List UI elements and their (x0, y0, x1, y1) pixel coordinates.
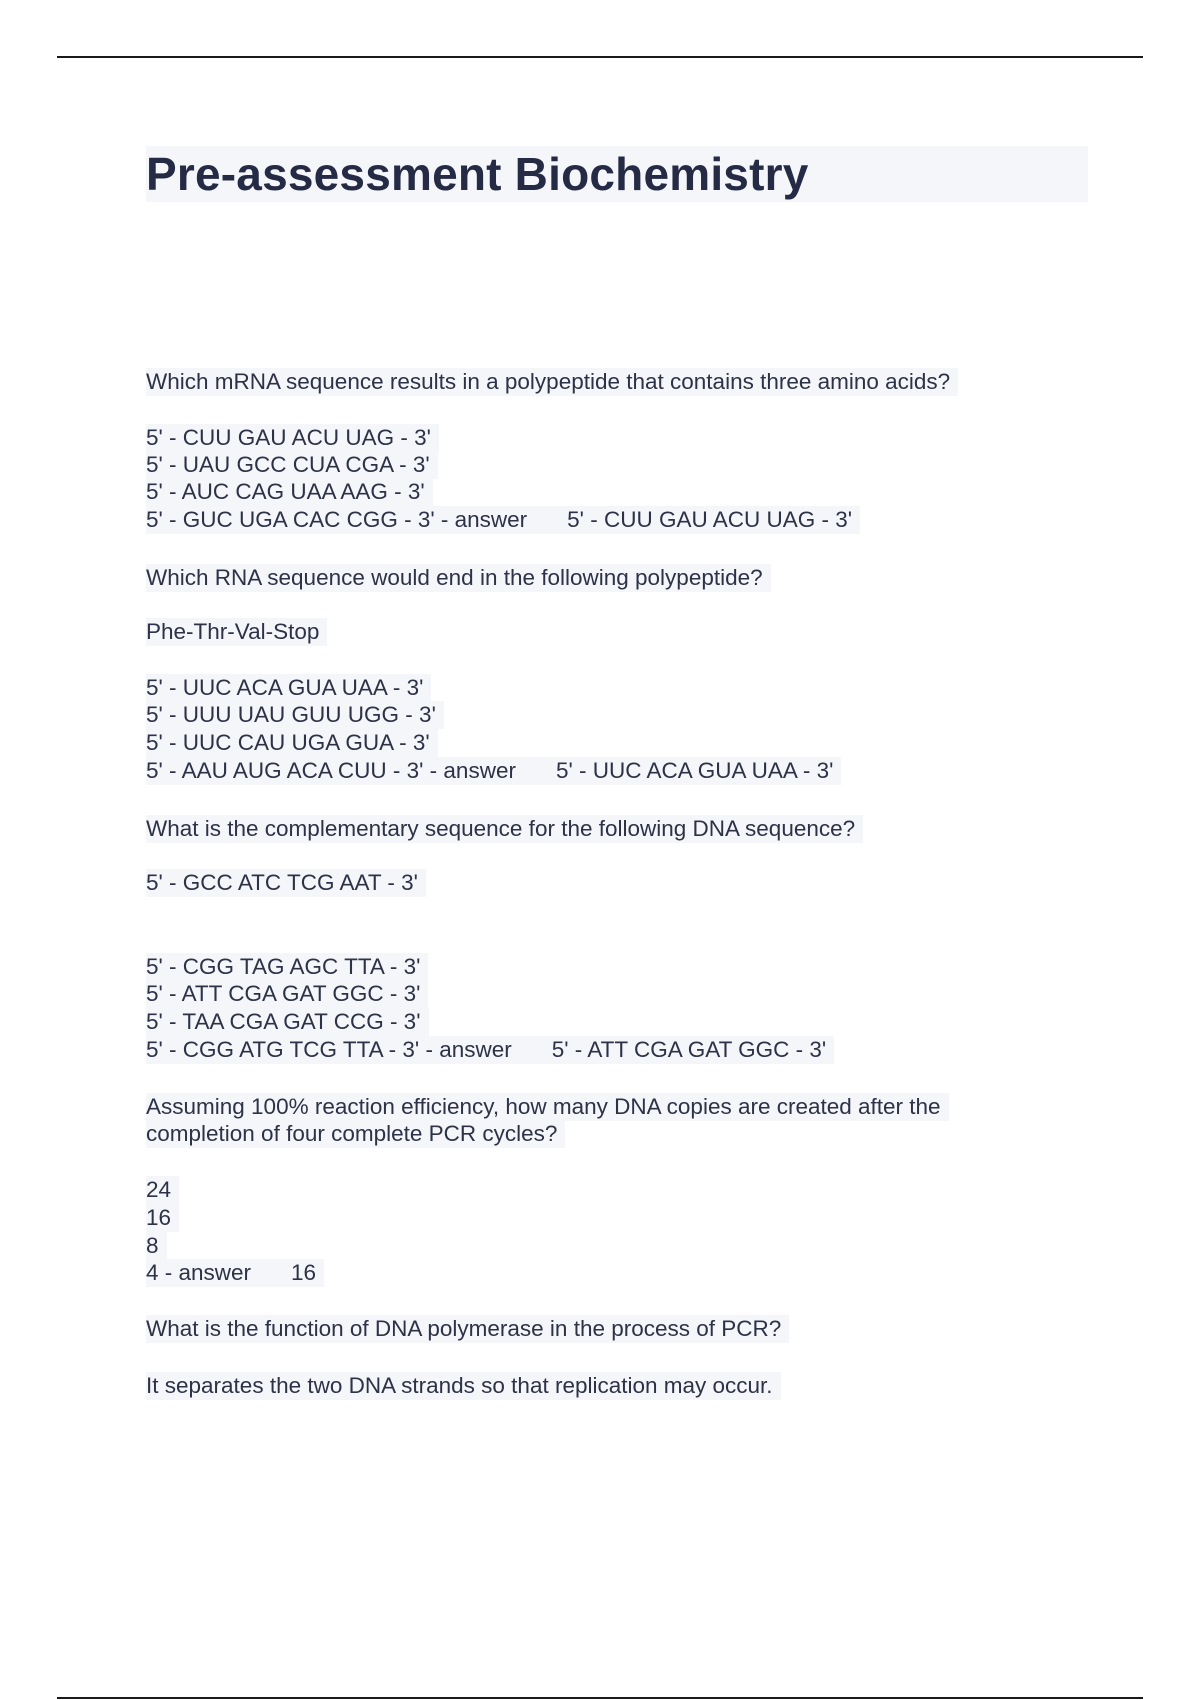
question-2-option-4 (146, 757, 841, 785)
option-text: 5' - GUC UGA CAC CGG - 3' - answer (146, 507, 528, 532)
question-4-option-4 (146, 1259, 324, 1287)
question-2-option-3: 5' - UUC CAU UGA GUA - 3' (146, 729, 438, 757)
question-3-option-4 (146, 1036, 834, 1064)
question-4-prompt-line-2: completion of four complete PCR cycles? (146, 1120, 565, 1148)
page-title: Pre-assessment Biochemistry (146, 146, 1088, 202)
answer-text: 16 (291, 1260, 317, 1285)
option-text: 5' - AAU AUG ACA CUU - 3' - answer (146, 758, 516, 783)
question-5-prompt: What is the function of DNA polymerase in the process of PCR? (146, 1315, 789, 1343)
question-1-option-1: 5' - CUU GAU ACU UAG - 3' (146, 424, 439, 452)
answer-text: 5' - UUC ACA GUA UAA - 3' (555, 758, 834, 783)
question-4-option-2: 16 (146, 1204, 179, 1232)
question-4-prompt-line-1: Assuming 100% reaction efficiency, how many DNA copies are created after the (146, 1093, 949, 1121)
option-text: 5' - CGG ATG TCG TTA - 3' - answer (146, 1037, 512, 1062)
question-4-option-3: 8 (146, 1232, 167, 1260)
option-text: 4 - answer (146, 1260, 252, 1285)
question-2-option-1: 5' - UUC ACA GUA UAA - 3' (146, 674, 431, 702)
answer-text: 5' - ATT CGA GAT GGC - 3' (551, 1037, 827, 1062)
question-3-prompt: What is the complementary sequence for the following DNA sequence? (146, 815, 863, 843)
answer-text: 5' - CUU GAU ACU UAG - 3' (567, 507, 853, 532)
question-1-option-4 (146, 506, 860, 534)
question-1-prompt: Which mRNA sequence results in a polypeptide that contains three amino acids? (146, 368, 958, 396)
question-3-option-1: 5' - CGG TAG AGC TTA - 3' (146, 953, 428, 981)
question-3-extra: 5' - GCC ATC TCG AAT - 3' (146, 869, 426, 897)
question-3-option-2: 5' - ATT CGA GAT GGC - 3' (146, 980, 428, 1008)
bottom-rule (57, 1697, 1143, 1699)
question-1-option-3: 5' - AUC CAG UAA AAG - 3' (146, 478, 433, 506)
question-4-option-1: 24 (146, 1176, 179, 1204)
top-rule (57, 56, 1143, 58)
question-3-option-3: 5' - TAA CGA GAT CCG - 3' (146, 1008, 429, 1036)
question-1-option-2: 5' - UAU GCC CUA CGA - 3' (146, 451, 438, 479)
question-2-option-2: 5' - UUU UAU GUU UGG - 3' (146, 701, 444, 729)
question-2-prompt: Which RNA sequence would end in the following polypeptide? (146, 564, 771, 592)
question-5-option-1: It separates the two DNA strands so that replication may occur. (146, 1372, 781, 1400)
question-2-extra: Phe-Thr-Val-Stop (146, 618, 327, 646)
